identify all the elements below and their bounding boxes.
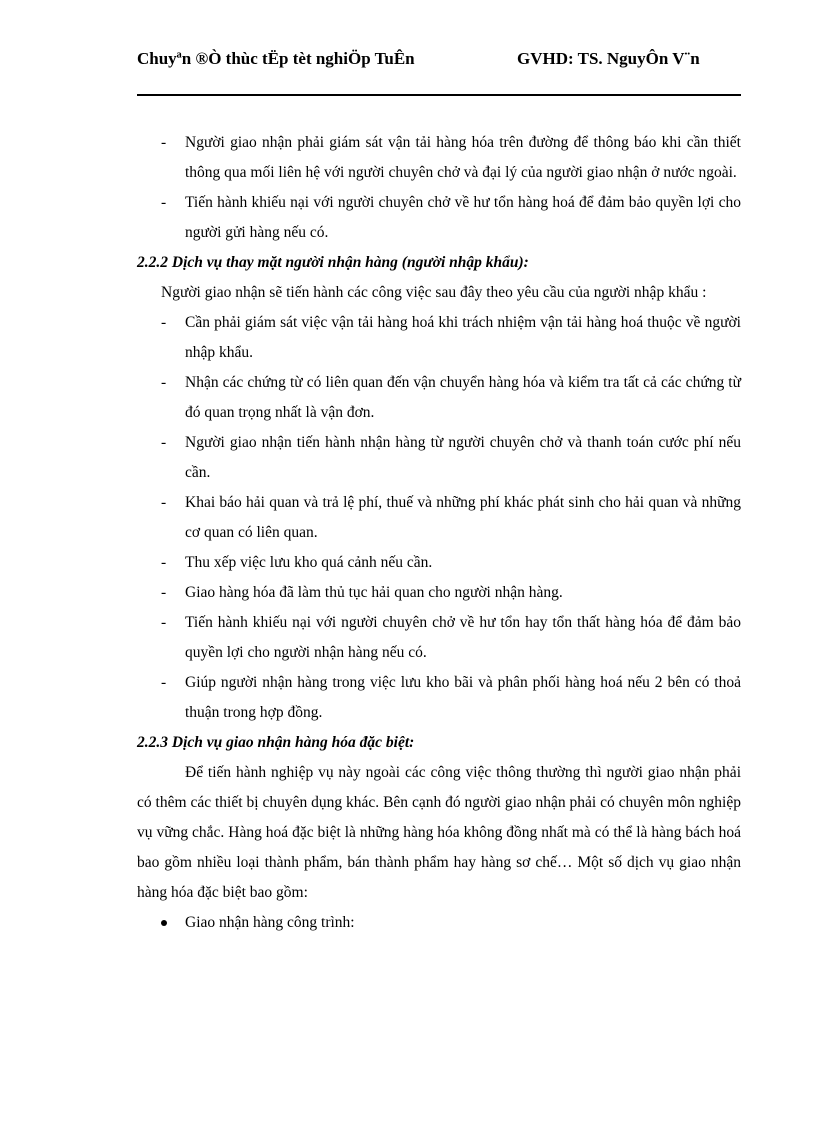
list-item xyxy=(137,548,741,578)
section-intro: Người giao nhận sẽ tiến hành các công việc sau đây theo yêu cầu của người nhập khẩu : xyxy=(161,284,707,301)
bullet-dot-icon xyxy=(161,920,167,926)
list-item xyxy=(137,668,741,728)
section-heading-2-2-2: 2.2.2 Dịch vụ thay mặt người nhận hàng (người nhập khẩu): xyxy=(137,254,529,271)
list-item xyxy=(137,128,741,188)
list-item-text: Giúp người nhận hàng trong việc lưu kho bãi và phân phối hàng hoá nếu 2 bên có thoả thuận trong hợp đồng. xyxy=(185,674,741,721)
dash-marker: - xyxy=(161,674,167,691)
list-item-text: Tiến hành khiếu nại với người chuyên chở về hư tổn hàng hoá để đảm bảo quyền lợi cho người gửi hàng nếu có. xyxy=(185,194,741,241)
list-item-text: Giao hàng hóa đã làm thủ tục hải quan cho người nhận hàng. xyxy=(185,584,563,601)
dash-marker: - xyxy=(161,554,167,571)
list-item-text: Tiến hành khiếu nại với người chuyên chở về hư tổn hay tổn thất hàng hóa để đảm bảo quyền lợi cho người nhận hàng nếu có. xyxy=(185,614,741,661)
list-item-text: Người giao nhận phải giám sát vận tải hàng hóa trên đường để thông báo khi cần thiết thông qua mối liên hệ với người chuyên chở và đại lý của người giao nhận ở nước ngoài. xyxy=(185,134,741,181)
list-item-text: Người giao nhận tiến hành nhận hàng từ người chuyên chở và thanh toán cước phí nếu cần. xyxy=(185,434,741,481)
list-item xyxy=(137,908,741,938)
dash-marker: - xyxy=(161,494,167,511)
list-item xyxy=(137,578,741,608)
dash-marker: - xyxy=(161,134,167,151)
list-item-text: Thu xếp việc lưu kho quá cảnh nếu cần. xyxy=(185,554,433,571)
section-heading-2-2-3: 2.2.3 Dịch vụ giao nhận hàng hóa đặc biệt: xyxy=(137,734,415,751)
header-supervisor: GVHD: TS. NguyÔn V¨n xyxy=(517,49,700,68)
list-item xyxy=(137,308,741,368)
list-item-text: Khai báo hải quan và trả lệ phí, thuế và những phí khác phát sinh cho hải quan và những cơ quan có liên quan. xyxy=(185,494,741,541)
dash-marker: - xyxy=(161,614,167,631)
dash-marker: - xyxy=(161,434,167,451)
list-item-text: Giao nhận hàng công trình: xyxy=(185,914,355,931)
document-body xyxy=(137,128,741,938)
dash-marker: - xyxy=(161,584,167,601)
list-item xyxy=(137,608,741,668)
section-paragraph: Để tiến hành nghiệp vụ này ngoài các công việc thông thường thì người giao nhận phải có thêm các thiết bị chuyên dụng khác. Bên cạnh đó người giao nhận phải có chuyên môn nghiệp vụ vững chắc. Hàng hoá đặc biệt là những hàng hóa không đồng nhất mà có thể là hàng bách hoá bao gồm nhiều loại thành phẩm, bán thành phẩm hay hàng sơ chế… Một số dịch vụ giao nhận hàng hóa đặc biệt bao gồm: xyxy=(137,764,741,901)
list-item xyxy=(137,188,741,248)
page-header xyxy=(137,48,741,96)
dash-marker: - xyxy=(161,374,167,391)
list-item xyxy=(137,428,741,488)
header-document-title: Chuyªn ®Ò thùc tËp tèt nghiÖp TuÊn xyxy=(137,49,415,68)
dash-marker: - xyxy=(161,194,167,211)
list-item xyxy=(137,488,741,548)
list-item xyxy=(137,368,741,428)
dash-marker: - xyxy=(161,314,167,331)
list-item-text: Nhận các chứng từ có liên quan đến vận chuyển hàng hóa và kiểm tra tất cả các chứng từ đó quan trọng nhất là vận đơn. xyxy=(185,374,741,421)
list-item-text: Cần phải giám sát việc vận tải hàng hoá khi trách nhiệm vận tải hàng hoá thuộc về người nhập khẩu. xyxy=(185,314,741,361)
